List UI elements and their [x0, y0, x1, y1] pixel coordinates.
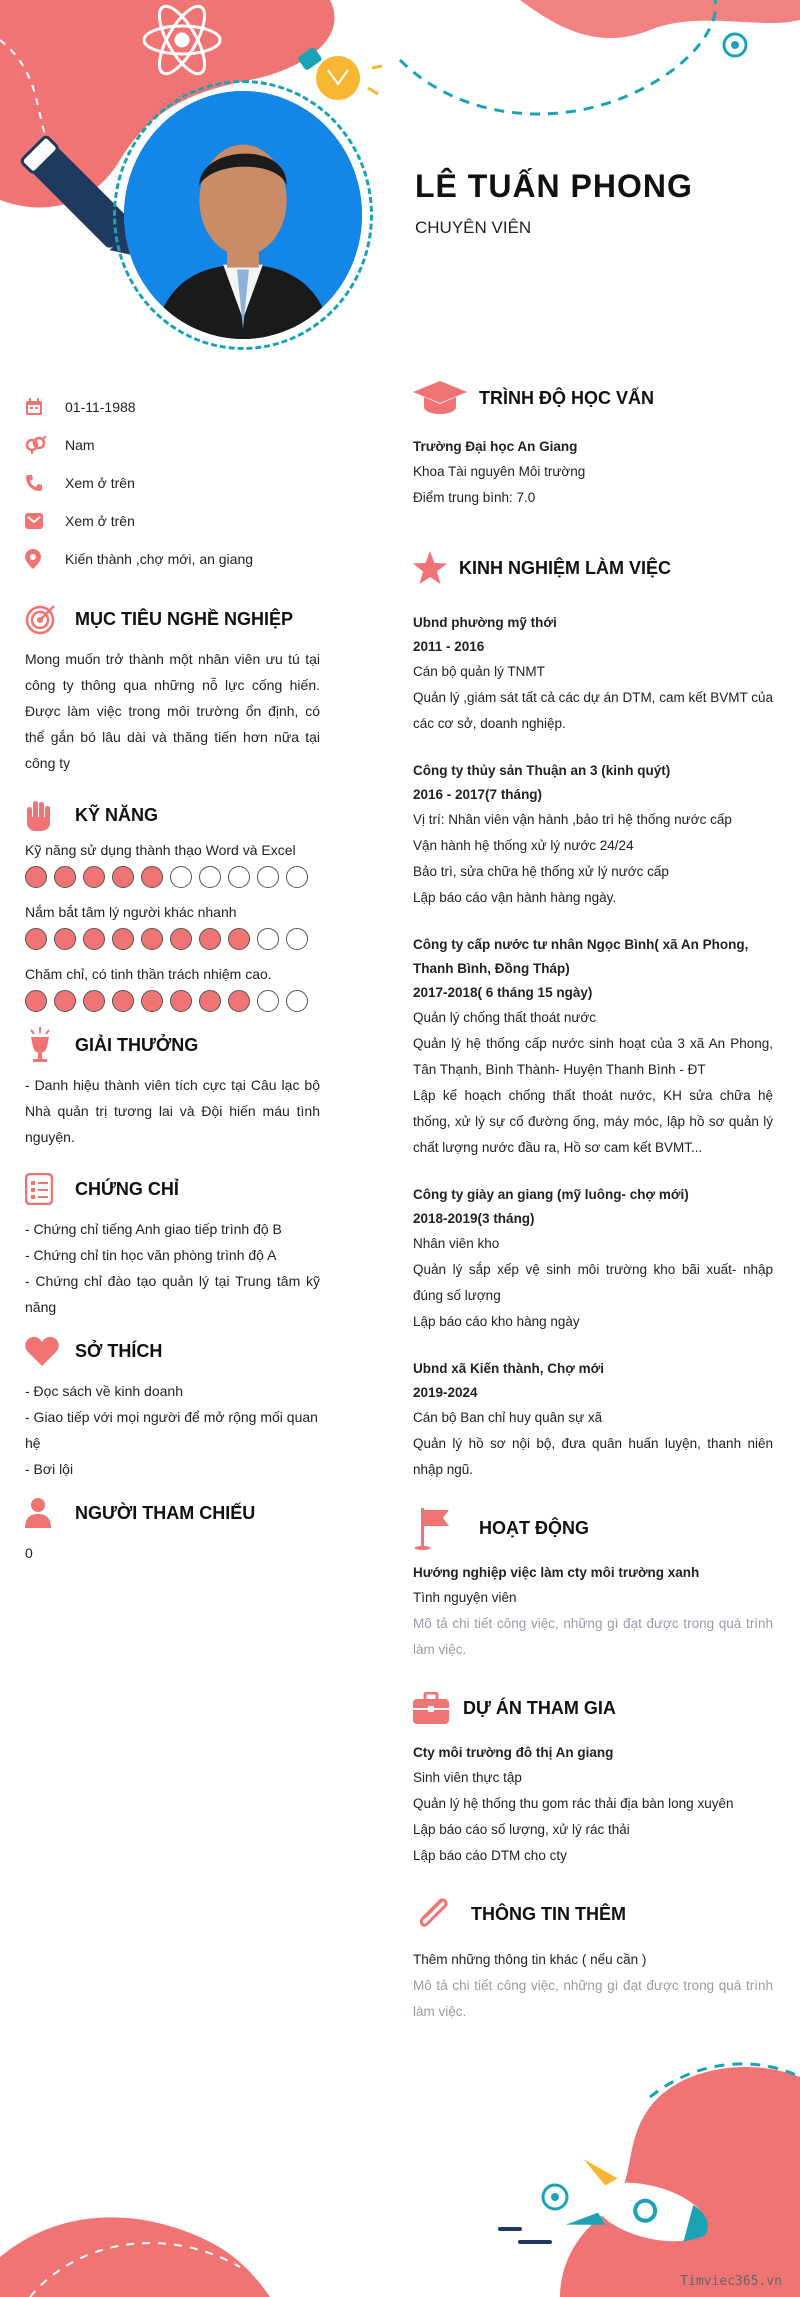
checklist-icon: [25, 1172, 75, 1206]
projects-heading-row: [413, 1685, 773, 1731]
rating-dot-filled: [112, 928, 134, 950]
rating-dot-empty: [228, 866, 250, 888]
job-detail: Vận hành hệ thống xử lý nước 24/24: [413, 838, 634, 853]
rating-dot-filled: [199, 928, 221, 950]
rating-dot-empty: [257, 866, 279, 888]
job-period: 2018-2019(3 tháng): [413, 1211, 535, 1226]
rating-dot-filled: [141, 866, 163, 888]
education-gpa: Điểm trung bình: 7.0: [413, 490, 536, 505]
job-period: 2017-2018( 6 tháng 15 ngày): [413, 985, 593, 1000]
job-company: Công ty giày an giang (mỹ luông- chợ mới): [413, 1187, 689, 1202]
rating-dot-filled: [25, 866, 47, 888]
rating-dot-empty: [286, 990, 308, 1012]
activities-heading-row: [413, 1505, 773, 1551]
extra-desc: Mô tả chi tiết công việc, những gì đạt được trong quá trình làm việc.: [413, 1978, 773, 2019]
education-heading: TRÌNH ĐỘ HỌC VẤN: [479, 387, 654, 408]
rating-dot-empty: [257, 928, 279, 950]
job-period: 2019-2024: [413, 1385, 478, 1400]
skill-name: Nắm bắt tâm lý người khác nhanh: [25, 904, 237, 920]
skill-rating: [25, 990, 320, 1012]
rating-dot-filled: [54, 928, 76, 950]
graduation-cap-icon: [413, 381, 479, 415]
certificate-item: - Chứng chỉ tiếng Anh giao tiếp trình độ B: [25, 1221, 282, 1237]
job-detail: Nhân viên kho: [413, 1236, 500, 1251]
rating-dot-filled: [83, 928, 105, 950]
rating-dot-filled: [83, 990, 105, 1012]
certificates-heading-row: [25, 1172, 320, 1206]
project-line: Lập báo cáo số lượng, xử lý rác thải: [413, 1822, 630, 1837]
rating-dot-filled: [112, 866, 134, 888]
target-icon: [25, 602, 75, 636]
rating-dot-filled: [141, 990, 163, 1012]
job-entry: [413, 933, 773, 1161]
profile-photo-frame: [113, 80, 373, 350]
flag-icon: [413, 1506, 479, 1550]
rating-dot-empty: [199, 866, 221, 888]
hobby-item: - Giao tiếp với mọi người để mở rộng mối quan hệ: [25, 1409, 318, 1451]
person-icon: [25, 1496, 75, 1530]
objective-heading-row: [25, 602, 320, 636]
skills-list: [25, 842, 320, 1012]
experience-list: [413, 611, 773, 1483]
trophy-icon: [25, 1028, 75, 1062]
awards-heading-row: [25, 1028, 320, 1062]
certificate-item: - Chứng chỉ tin học văn phòng trình độ A: [25, 1247, 277, 1263]
contact-address: [25, 540, 320, 578]
calendar-icon: [25, 398, 65, 416]
rating-dot-filled: [141, 928, 163, 950]
hobby-item: - Đọc sách về kinh doanh: [25, 1383, 183, 1399]
gender-value: Nam: [65, 437, 95, 453]
rating-dot-filled: [83, 866, 105, 888]
projects-org: Cty môi trường đô thị An giang: [413, 1745, 614, 1760]
rating-dot-filled: [112, 990, 134, 1012]
job-detail: Quản lý ,giám sát tất cả các dự án DTM, cam kết BVMT của các cơ sở, doanh nghiệp.: [413, 690, 773, 731]
education-school: Trường Đại học An Giang: [413, 439, 578, 454]
email-value: Xem ở trên: [65, 513, 135, 529]
rating-dot-filled: [228, 928, 250, 950]
job-company: Công ty thủy sản Thuận an 3 (kinh quýt): [413, 763, 671, 778]
right-column: [413, 375, 773, 2047]
address-value: Kiến thành ,chợ mới, an giang: [65, 551, 254, 567]
hand-icon: [25, 798, 75, 832]
extra-line: Thêm những thông tin khác ( nếu cần ): [413, 1952, 647, 1967]
rating-dot-empty: [286, 928, 308, 950]
candidate-position: CHUYÊN VIÊN: [415, 218, 532, 237]
activities-heading: HOẠT ĐỘNG: [479, 1517, 589, 1538]
candidate-name: LÊ TUẤN PHONG: [415, 168, 693, 204]
job-period: 2016 - 2017(7 tháng): [413, 787, 543, 802]
skill-name: Chăm chỉ, có tinh thần trách nhiệm cao.: [25, 966, 272, 982]
heart-icon: [25, 1334, 75, 1368]
extra-heading: THÔNG TIN THÊM: [471, 1903, 626, 1924]
rating-dot-filled: [25, 990, 47, 1012]
job-company: Ubnd phường mỹ thới: [413, 615, 557, 630]
rating-dot-empty: [286, 866, 308, 888]
paperclip-icon: [413, 1894, 471, 1934]
rating-dot-filled: [170, 990, 192, 1012]
references-text: 0: [25, 1545, 33, 1561]
job-detail: Quản lý chống thất thoát nước: [413, 1010, 597, 1025]
rating-dot-filled: [199, 990, 221, 1012]
project-line: Sinh viên thực tập: [413, 1770, 522, 1785]
job-detail: Bảo trì, sửa chữa hệ thống xử lý nước cấp: [413, 864, 669, 879]
rating-dot-empty: [170, 866, 192, 888]
rating-dot-filled: [25, 928, 47, 950]
job-entry: [413, 611, 773, 737]
project-line: Quản lý hệ thống thu gom rác thải địa bàn long xuyên: [413, 1796, 734, 1811]
activities-block: [413, 1561, 773, 1663]
references-heading-row: [25, 1496, 320, 1530]
briefcase-icon: [413, 1692, 463, 1724]
job-detail: Lập báo cáo kho hàng ngày: [413, 1314, 580, 1329]
left-column: [25, 388, 320, 1566]
activities-role: Tình nguyện viên: [413, 1590, 517, 1605]
hobby-item: - Bơi lội: [25, 1461, 74, 1477]
email-icon: [25, 513, 65, 529]
job-detail: Vị trí: Nhân viên vận hành ,bảo trì hệ thống nước cấp: [413, 812, 732, 827]
education-block: [413, 435, 773, 511]
phone-value: Xem ở trên: [65, 475, 135, 491]
watermark: Timviec365.vn: [680, 2274, 782, 2289]
skills-heading-row: [25, 798, 320, 832]
job-entry: [413, 1183, 773, 1335]
gender-icon: [25, 436, 65, 454]
footer-decoration: [0, 2057, 800, 2297]
project-line: Lập báo cáo DTM cho cty: [413, 1848, 567, 1863]
phone-icon: [25, 474, 65, 492]
hobbies-heading: SỞ THÍCH: [75, 1340, 163, 1361]
job-entry: [413, 1357, 773, 1483]
rating-dot-empty: [257, 990, 279, 1012]
job-company: Công ty cấp nước tư nhân Ngọc Bình( xã An Phong, Thanh Bình, Đồng Tháp): [413, 937, 749, 976]
location-pin-icon: [25, 549, 65, 569]
extra-block: [413, 1947, 773, 2025]
job-company: Ubnd xã Kiến thành, Chợ mới: [413, 1361, 604, 1376]
person-silhouette-icon: [124, 91, 362, 339]
skill-rating: [25, 866, 320, 888]
certificates-heading: CHỨNG CHỈ: [75, 1178, 179, 1199]
certificate-item: - Chứng chỉ đào tạo quản lý tại Trung tâm kỹ năng: [25, 1273, 320, 1315]
contact-email: [25, 502, 320, 540]
job-detail: Quản lý hồ sơ nội bộ, đưa quân huấn luyện, thanh niên nhập ngũ.: [413, 1436, 773, 1477]
job-period: 2011 - 2016: [413, 639, 485, 654]
job-detail: Quản lý hệ thống cấp nước sinh hoạt của 3 xã An Phong, Tân Thạnh, Bình Thành- Huyện Thanh Bình - ĐT: [413, 1036, 773, 1077]
objective-heading: MỤC TIÊU NGHỀ NGHIỆP: [75, 608, 294, 629]
contact-phone: [25, 464, 320, 502]
job-detail: Cán bộ Ban chỉ huy quân sự xã: [413, 1410, 603, 1425]
job-detail: Cán bộ quản lý TNMT: [413, 664, 545, 679]
skill-name: Kỹ năng sử dụng thành thạo Word và Excel: [25, 842, 296, 858]
skills-heading: KỸ NĂNG: [75, 804, 159, 825]
profile-photo: [124, 91, 362, 339]
awards-text: - Danh hiệu thành viên tích cực tại Câu lạc bộ Nhà quản trị tương lai và Đội hiến máu tình nguyện.: [25, 1077, 320, 1145]
contact-birthday: [25, 388, 320, 426]
education-heading-row: [413, 375, 773, 421]
job-entry: [413, 759, 773, 911]
star-icon: [413, 551, 459, 585]
job-detail: Lập báo cáo vận hành hàng ngày.: [413, 890, 617, 905]
contact-list: [25, 388, 320, 578]
job-detail: Lập kế hoạch chống thất thoát nước, KH sửa chữa hệ thống, xử lý sự cố đường ống, máy móc, lập hồ sơ quản lý chất lượng nước đầu ra, Hồ sơ cam kết BVMT...: [413, 1088, 773, 1155]
contact-gender: [25, 426, 320, 464]
projects-heading: DỰ ÁN THAM GIA: [463, 1697, 616, 1718]
extra-heading-row: [413, 1891, 773, 1937]
hobbies-list: [25, 1378, 320, 1482]
rating-dot-filled: [54, 866, 76, 888]
experience-heading-row: [413, 545, 773, 591]
activities-desc: Mô tả chi tiết công việc, những gì đạt được trong quá trình làm việc.: [413, 1616, 773, 1657]
skill-rating: [25, 928, 320, 950]
rating-dot-filled: [170, 928, 192, 950]
rating-dot-filled: [228, 990, 250, 1012]
activities-org: Hướng nghiệp việc làm cty môi trường xanh: [413, 1565, 700, 1580]
objective-text: Mong muốn trở thành một nhân viên ưu tú tại công ty thông qua những nỗ lực cống hiến. Được làm việc trong môi trường ổn định, có thể gắn bó lâu dài và thăng tiến hơn nữa tại công ty: [25, 651, 320, 771]
certificates-list: [25, 1216, 320, 1320]
education-major: Khoa Tài nguyên Môi trường: [413, 464, 586, 479]
hobbies-heading-row: [25, 1334, 320, 1368]
projects-block: [413, 1741, 773, 1869]
references-heading: NGƯỜI THAM CHIẾU: [75, 1502, 256, 1523]
rating-dot-filled: [54, 990, 76, 1012]
experience-heading: KINH NGHIỆM LÀM VIỆC: [459, 557, 672, 578]
birthday-value: 01-11-1988: [65, 399, 136, 415]
job-detail: Quản lý sắp xếp vệ sinh môi trường kho bãi xuất- nhập đúng số lượng: [413, 1262, 773, 1303]
awards-heading: GIẢI THƯỞNG: [75, 1034, 199, 1055]
